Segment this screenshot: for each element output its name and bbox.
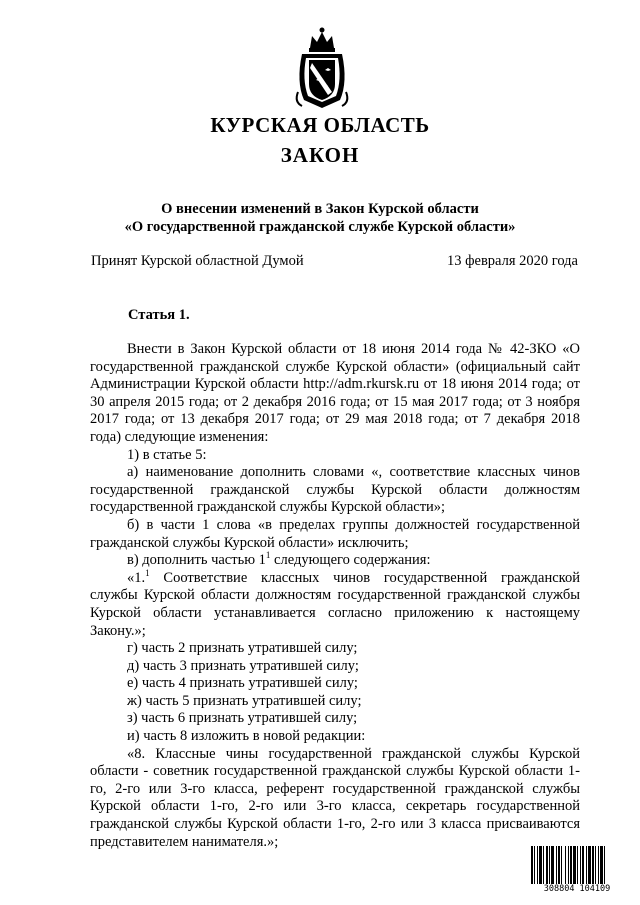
paragraph: д) часть 3 признать утратившей силу; <box>127 657 359 674</box>
superscript: 1 <box>145 567 150 578</box>
barcode-icon <box>531 846 623 886</box>
barcode <box>531 846 623 896</box>
article-body <box>90 341 580 851</box>
paragraph: Внести в Закон Курской области от 18 июня 2014 года № 42-ЗКО «О государственной гражданской службе Курской области» (официальный сайт Администрации Курской области http://adm.rkursk.ru от 18 июня 2014 года; от 30 апреля 2015 года; от 2 декабря 2016 года; от 15 мая 2017 года; от 3 ноября 2017 года; от 13 декабря 2017 года; от 29 мая 2018 года; от 7 декабря 2018 года) следующие изменения: <box>90 341 580 445</box>
document-title-line: «О государственной гражданской службе Курской области» <box>124 219 516 235</box>
paragraph-text: следующего содержания: <box>270 552 431 569</box>
document-title <box>0 200 640 236</box>
coat-of-arms-emblem <box>292 22 352 112</box>
article-heading: Статья 1. <box>128 307 190 323</box>
paragraph-text: в) дополнить частью 1 <box>127 552 266 569</box>
superscript: 1 <box>265 550 271 561</box>
paragraph: а) наименование дополнить словами «, соответствие классных чинов государственной гражданской службы Курской области должностям государственной гражданской службы Курской области»; <box>90 464 580 516</box>
paragraph: «8. Классные чины государственной гражданской службы Курской области - советник государственной гражданской службы Курской области 1-го, 2-го или 3-го класса, референт государственной гражданской службы Курской области 1-го, 2-го или 3-го класса, секретарь государственной гражданской службы Курской области 1-го, 2-го или 3 класса присваиваются представителем нанимателя.»; <box>90 745 580 850</box>
paragraph: 1) в статье 5: <box>127 446 207 463</box>
paragraph-text: Соответствие классных чинов государственной гражданской службы Курской области должностям государственной гражданской службы Курской области устанавливается согласно приложению к настоящему Закону.»; <box>90 569 580 639</box>
document-title-line: О внесении изменений в Закон Курской области <box>161 201 479 217</box>
paragraph-text: «1. <box>127 569 146 586</box>
region-name: КУРСКАЯ ОБЛАСТЬ <box>210 113 430 137</box>
paragraph <box>90 552 580 570</box>
coat-of-arms-icon <box>292 22 352 112</box>
adopting-body: Принят Курской областной Думой <box>91 253 304 269</box>
barcode-number: 308804 104109 <box>531 884 623 894</box>
paragraph: и) часть 8 изложить в новой редакции: <box>127 728 366 745</box>
paragraph <box>90 567 580 640</box>
adoption-line <box>91 253 578 270</box>
paragraph: г) часть 2 признать утратившей силу; <box>127 640 358 657</box>
paragraph: ж) часть 5 признать утратившей силу; <box>127 692 362 709</box>
paragraph: б) в части 1 слова «в пределах группы должностей государственной гражданской службы Курской области» исключить; <box>90 516 580 551</box>
paragraph: з) часть 6 признать утратившей силу; <box>127 710 358 727</box>
paragraph: е) часть 4 признать утратившей силу; <box>127 675 358 692</box>
document-type: ЗАКОН <box>280 143 360 167</box>
adoption-date: 13 февраля 2020 года <box>446 253 578 269</box>
